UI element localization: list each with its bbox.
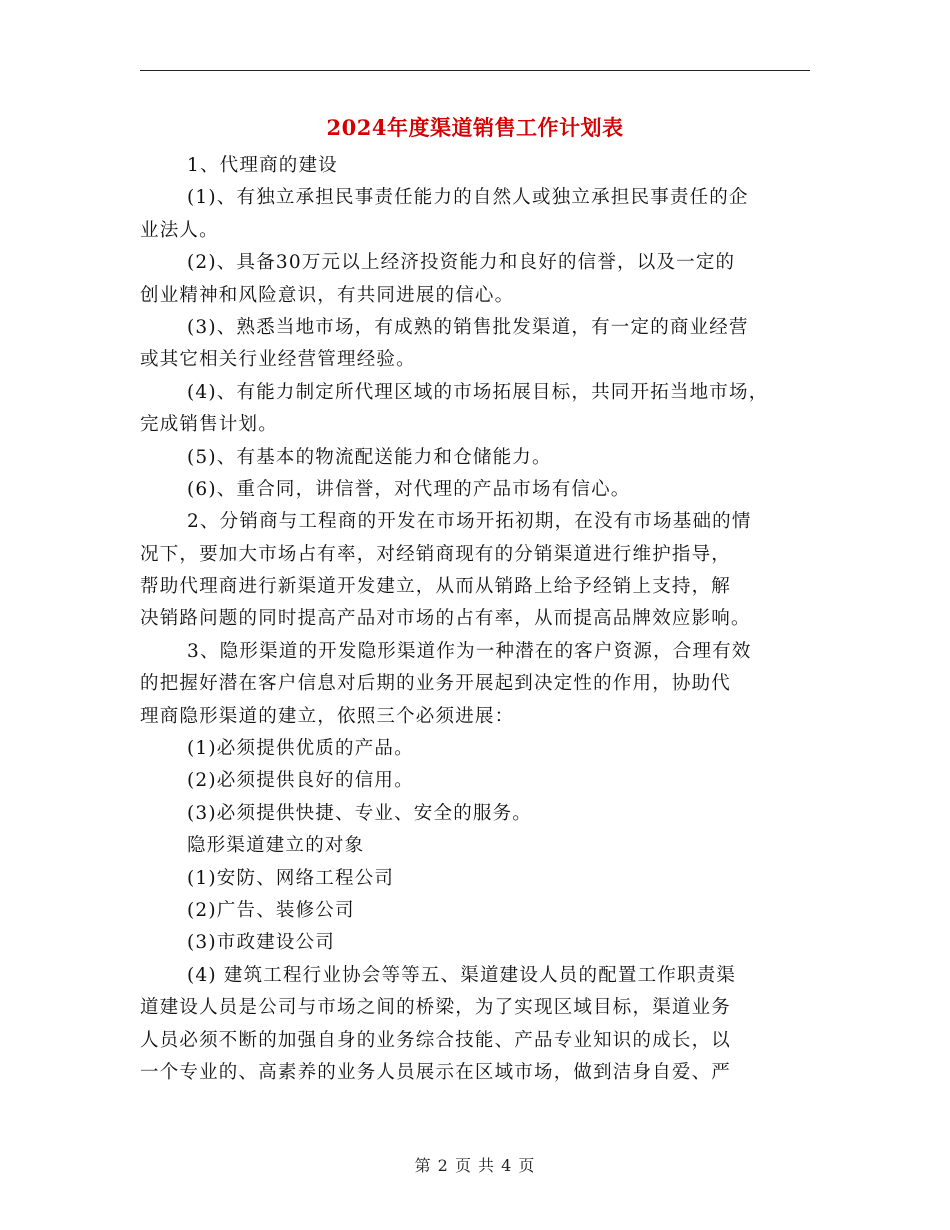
document-body <box>140 150 810 1089</box>
text-line: (3)必须提供快捷、专业、安全的服务。 <box>187 802 533 824</box>
text-line: (3)、熟悉当地市场，有成熟的销售批发渠道，有一定的商业经营 <box>187 316 749 338</box>
text-line: 道建设人员是公司与市场之间的桥梁，为了实现区域目标，渠道业务 <box>140 997 732 1019</box>
text-line: (1)、有独立承担民事责任能力的自然人或独立承担民事责任的企 <box>187 187 749 209</box>
text-line: (2)必须提供良好的信用。 <box>187 770 414 792</box>
text-line: (1)安防、网络工程公司 <box>187 867 395 889</box>
text-line: 1、代理商的建设 <box>187 155 338 176</box>
text-line: 理商隐形渠道的建立，依照三个必须进展： <box>140 705 515 727</box>
text-line: 隐形渠道建立的对象 <box>187 835 365 857</box>
text-line: 决销路问题的同时提高产品对市场的占有率，从而提高品牌效应影响。 <box>140 608 751 630</box>
text-line: (2)广告、装修公司 <box>187 899 355 921</box>
text-line: 2、分销商与工程商的开发在市场开拓初期，在没有市场基础的情 <box>187 511 752 533</box>
text-line: 人员必须不断的加强自身的业务综合技能、产品专业知识的成长，以 <box>140 1029 732 1051</box>
text-line: 一个专业的、高素养的业务人员展示在区域市场，做到洁身自爱、严 <box>140 1061 732 1083</box>
text-line: (5)、有基本的物流配送能力和仓储能力。 <box>187 446 552 468</box>
page-footer: 第 2 页 共 4 页 <box>414 1156 536 1175</box>
text-line: 况下，要加大市场占有率，对经销商现有的分销渠道进行维护指导， <box>140 543 732 565</box>
text-line: (4) 建筑工程行业协会等等五、渠道建设人员的配置工作职责渠 <box>187 964 737 986</box>
text-line: 的把握好潜在客户信息对后期的业务开展起到决定性的作用，协助代 <box>140 673 732 695</box>
text-line: (1)必须提供优质的产品。 <box>187 738 414 760</box>
document-title: 2024年度渠道销售工作计划表 <box>326 115 624 140</box>
text-line: (3)市政建设公司 <box>187 932 336 954</box>
text-line: 或其它相关行业经营管理经验。 <box>140 349 416 371</box>
text-line: 创业精神和风险意识，有共同进展的信心。 <box>140 284 515 306</box>
text-line: 3、隐形渠道的开发隐形渠道作为一种潜在的客户资源，合理有效 <box>187 640 752 662</box>
text-line: (4)、有能力制定所代理区域的市场拓展目标，共同开拓当地市场， <box>187 381 769 403</box>
text-line: (2)、具备30万元以上经济投资能力和良好的信誉，以及一定的 <box>187 252 736 274</box>
text-line: 帮助代理商进行新渠道开发建立，从而从销路上给予经销上支持，解 <box>140 576 732 598</box>
text-line: (6)、重合同，讲信誉，对代理的产品市场有信心。 <box>187 478 631 500</box>
text-line: 完成销售计划。 <box>140 414 278 436</box>
header-rule <box>140 70 810 71</box>
text-line: 业法人。 <box>140 219 219 241</box>
